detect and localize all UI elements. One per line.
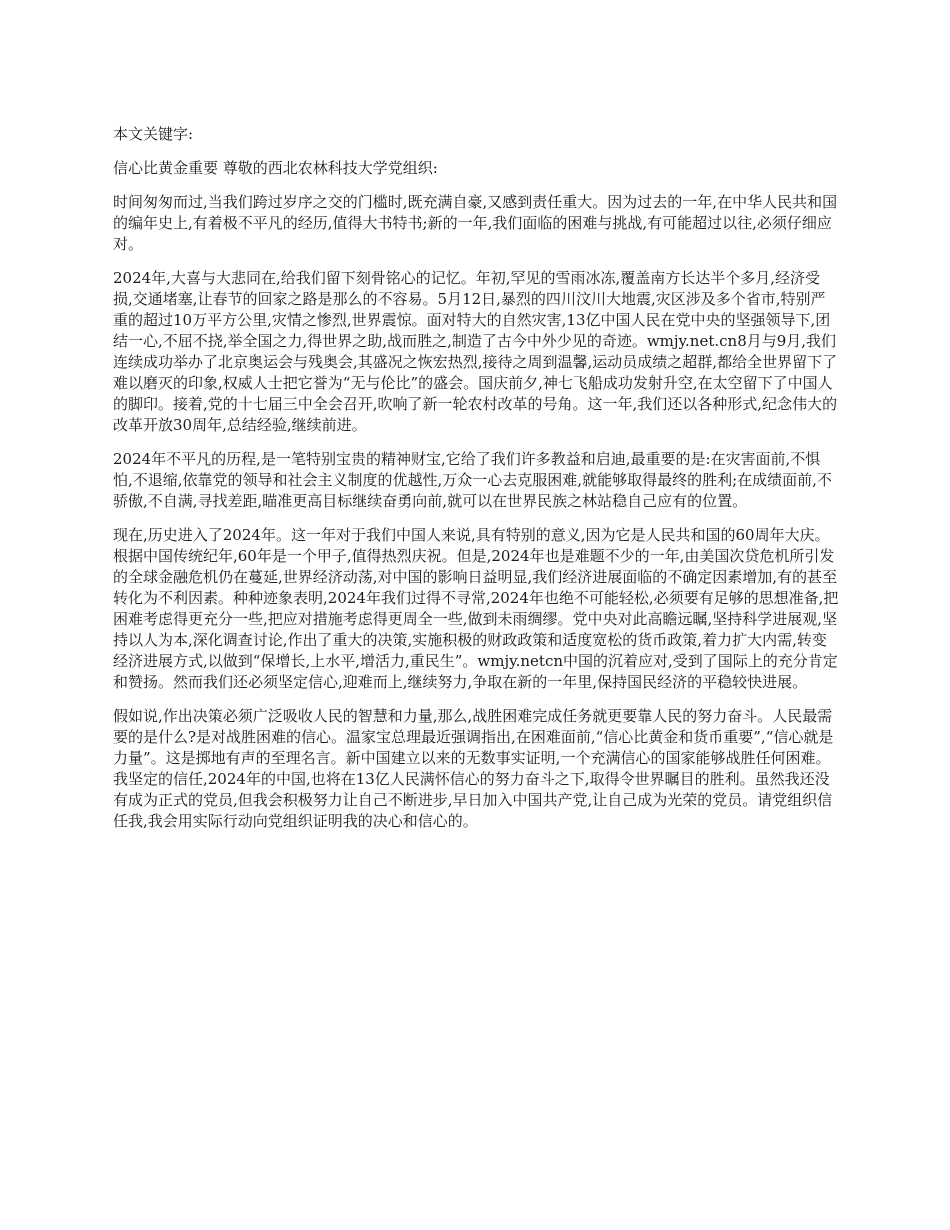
document-body [113, 124, 839, 845]
paragraph: 2024年不平凡的历程,是一笔特别宝贵的精神财宝,它给了我们许多教益和启迪,最重要的是:在灾害面前,不惧怕,不退缩,依靠党的领导和社会主义制度的优越性,万众一心去克服困难,就能够取得最终的胜利;在成绩面前,不骄傲,不自满,寻找差距,瞄准更高目标继续奋勇向前,就可以在世界民族之林站稳自己应有的位置。 [113, 450, 832, 510]
keywords-label: 本文关键字: [113, 125, 194, 143]
paragraph: 2024年,大喜与大悲同在,给我们留下刻骨铭心的记忆。年初,罕见的雪雨冰冻,覆盖南方长达半个多月,经济受损,交通堵塞,让春节的回家之路是那么的不容易。5月12日,暴烈的四川汶川大地震,灾区涉及多个省市,特别严重的超过10万平方公里,灾情之惨烈,世界震惊。面对特大的自然灾害,13亿中国人民在党中央的坚强领导下,团结一心,不屈不挠,举全国之力,得世界之助,战而胜之,制造了古今中外少见的奇迹。wmjy.net.cn8月与9月,我们连续成功举办了北京奥运会与残奥会,其盛况之恢宏热烈,接待之周到温馨,运动员成绩之超群,都给全世界留下了难以磨灭的印象,权威人士把它誉为“无与伦比”的盛会。国庆前夕,神七飞船成功发射升空,在太空留下了中国人的脚印。接着,党的十七届三中全会召开,吹响了新一轮农村改革的号角。这一年,我们还以各种形式,纪念伟大的改革开放30周年,总结经验,继续前进。 [113, 269, 838, 434]
title-line: 信心比黄金重要 尊敬的西北农林科技大学党组织: [113, 159, 438, 177]
paragraph: 现在,历史进入了2024年。这一年对于我们中国人来说,具有特别的意义,因为它是人民共和国的60周年大庆。根据中国传统纪年,60年是一个甲子,值得热烈庆祝。但是,2024年也是难题不少的一年,由美国次贷危机所引发的全球金融危机仍在蔓延,世界经济动荡,对中国的影响日益明显,我们经济进展面临的不确定因素增加,有的甚至转化为不利因素。种种迹象表明,2024年我们过得不寻常,2024年也绝不可能轻松,必须要有足够的思想准备,把困难考虑得更充分一些,把应对措施考虑得更周全一些,做到未雨绸缪。党中央对此高瞻远瞩,坚持科学进展观,坚持以人为本,深化调查讨论,作出了重大的决策,实施积极的财政政策和适度宽松的货币政策,着力扩大内需,转变经济进展方式,以做到“保增长,上水平,增活力,重民生”。wmjy.netcn中国的沉着应对,受到了国际上的充分肯定和赞扬。然而我们还必须坚定信心,迎难而上,继续努力,争取在新的一年里,保持国民经济的平稳较快进展。 [113, 526, 839, 691]
paragraph: 假如说,作出决策必须广泛吸收人民的智慧和力量,那么,战胜困难完成任务就更要靠人民的努力奋斗。人民最需要的是什么?是对战胜困难的信心。温家宝总理最近强调指出,在困难面前,“信心比黄金和货币重要”,“信心就是力量”。这是掷地有声的至理名言。新中国建立以来的无数事实证明,一个充满信心的国家能够战胜任何困难。我坚定的信任,2024年的中国,也将在13亿人民满怀信心的努力奋斗之下,取得令世界瞩目的胜利。虽然我还没有成为正式的党员,但我会积极努力让自己不断进步,早日加入中国共产党,让自己成为光荣的党员。请党组织信任我,我会用实际行动向党组织证明我的决心和信心的。 [113, 707, 834, 830]
paragraph: 时间匆匆而过,当我们跨过岁序之交的门槛时,既充满自豪,又感到责任重大。因为过去的一年,在中华人民共和国的编年史上,有着极不平凡的经历,值得大书特书;新的一年,我们面临的困难与挑战,有可能超过以往,必须仔细应对。 [113, 193, 838, 253]
